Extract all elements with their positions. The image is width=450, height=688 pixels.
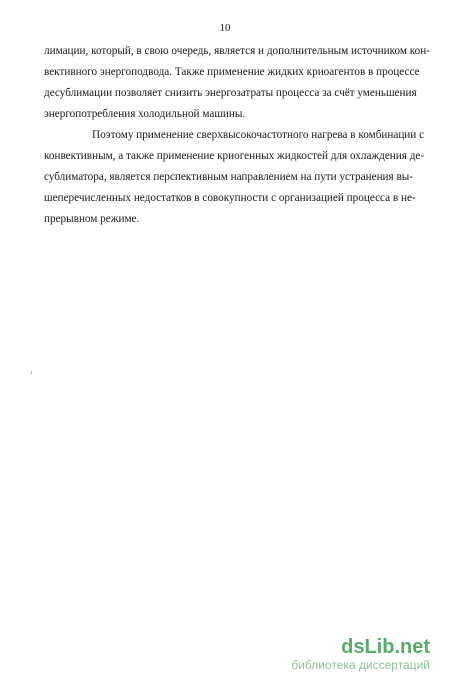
watermark-subtitle: библиотека диссертаций — [291, 658, 430, 672]
text-line: вективного энергоподвода. Также применение жидких криоагентов в процессе — [44, 66, 420, 78]
text-line: энергопотребления холодильной машины. — [44, 108, 246, 120]
text-line: шеперечисленных недостатков в совокупности с организацией процесса в не- — [44, 192, 416, 204]
text-line: сублиматора, является перспективным направлением на пути устранения вы- — [44, 171, 414, 183]
watermark-logo: dsLib.net — [341, 636, 430, 658]
watermark — [291, 636, 430, 672]
text-line: десублимации позволяет снизить энергозатраты процесса за счёт уменьшения — [44, 87, 417, 99]
page-number: 10 — [219, 22, 231, 34]
text-line: Поэтому применение сверхвысокочастотного нагрева в комбинации с — [92, 129, 425, 141]
scan-speck — [31, 371, 32, 374]
text-line: прерывном режиме. — [44, 213, 140, 225]
text-line: лимации, который, в свою очередь, является и дополнительным источником кон- — [44, 45, 430, 57]
text-line: конвективным, а также применение криогенных жидкостей для охлаждения де- — [44, 150, 425, 162]
